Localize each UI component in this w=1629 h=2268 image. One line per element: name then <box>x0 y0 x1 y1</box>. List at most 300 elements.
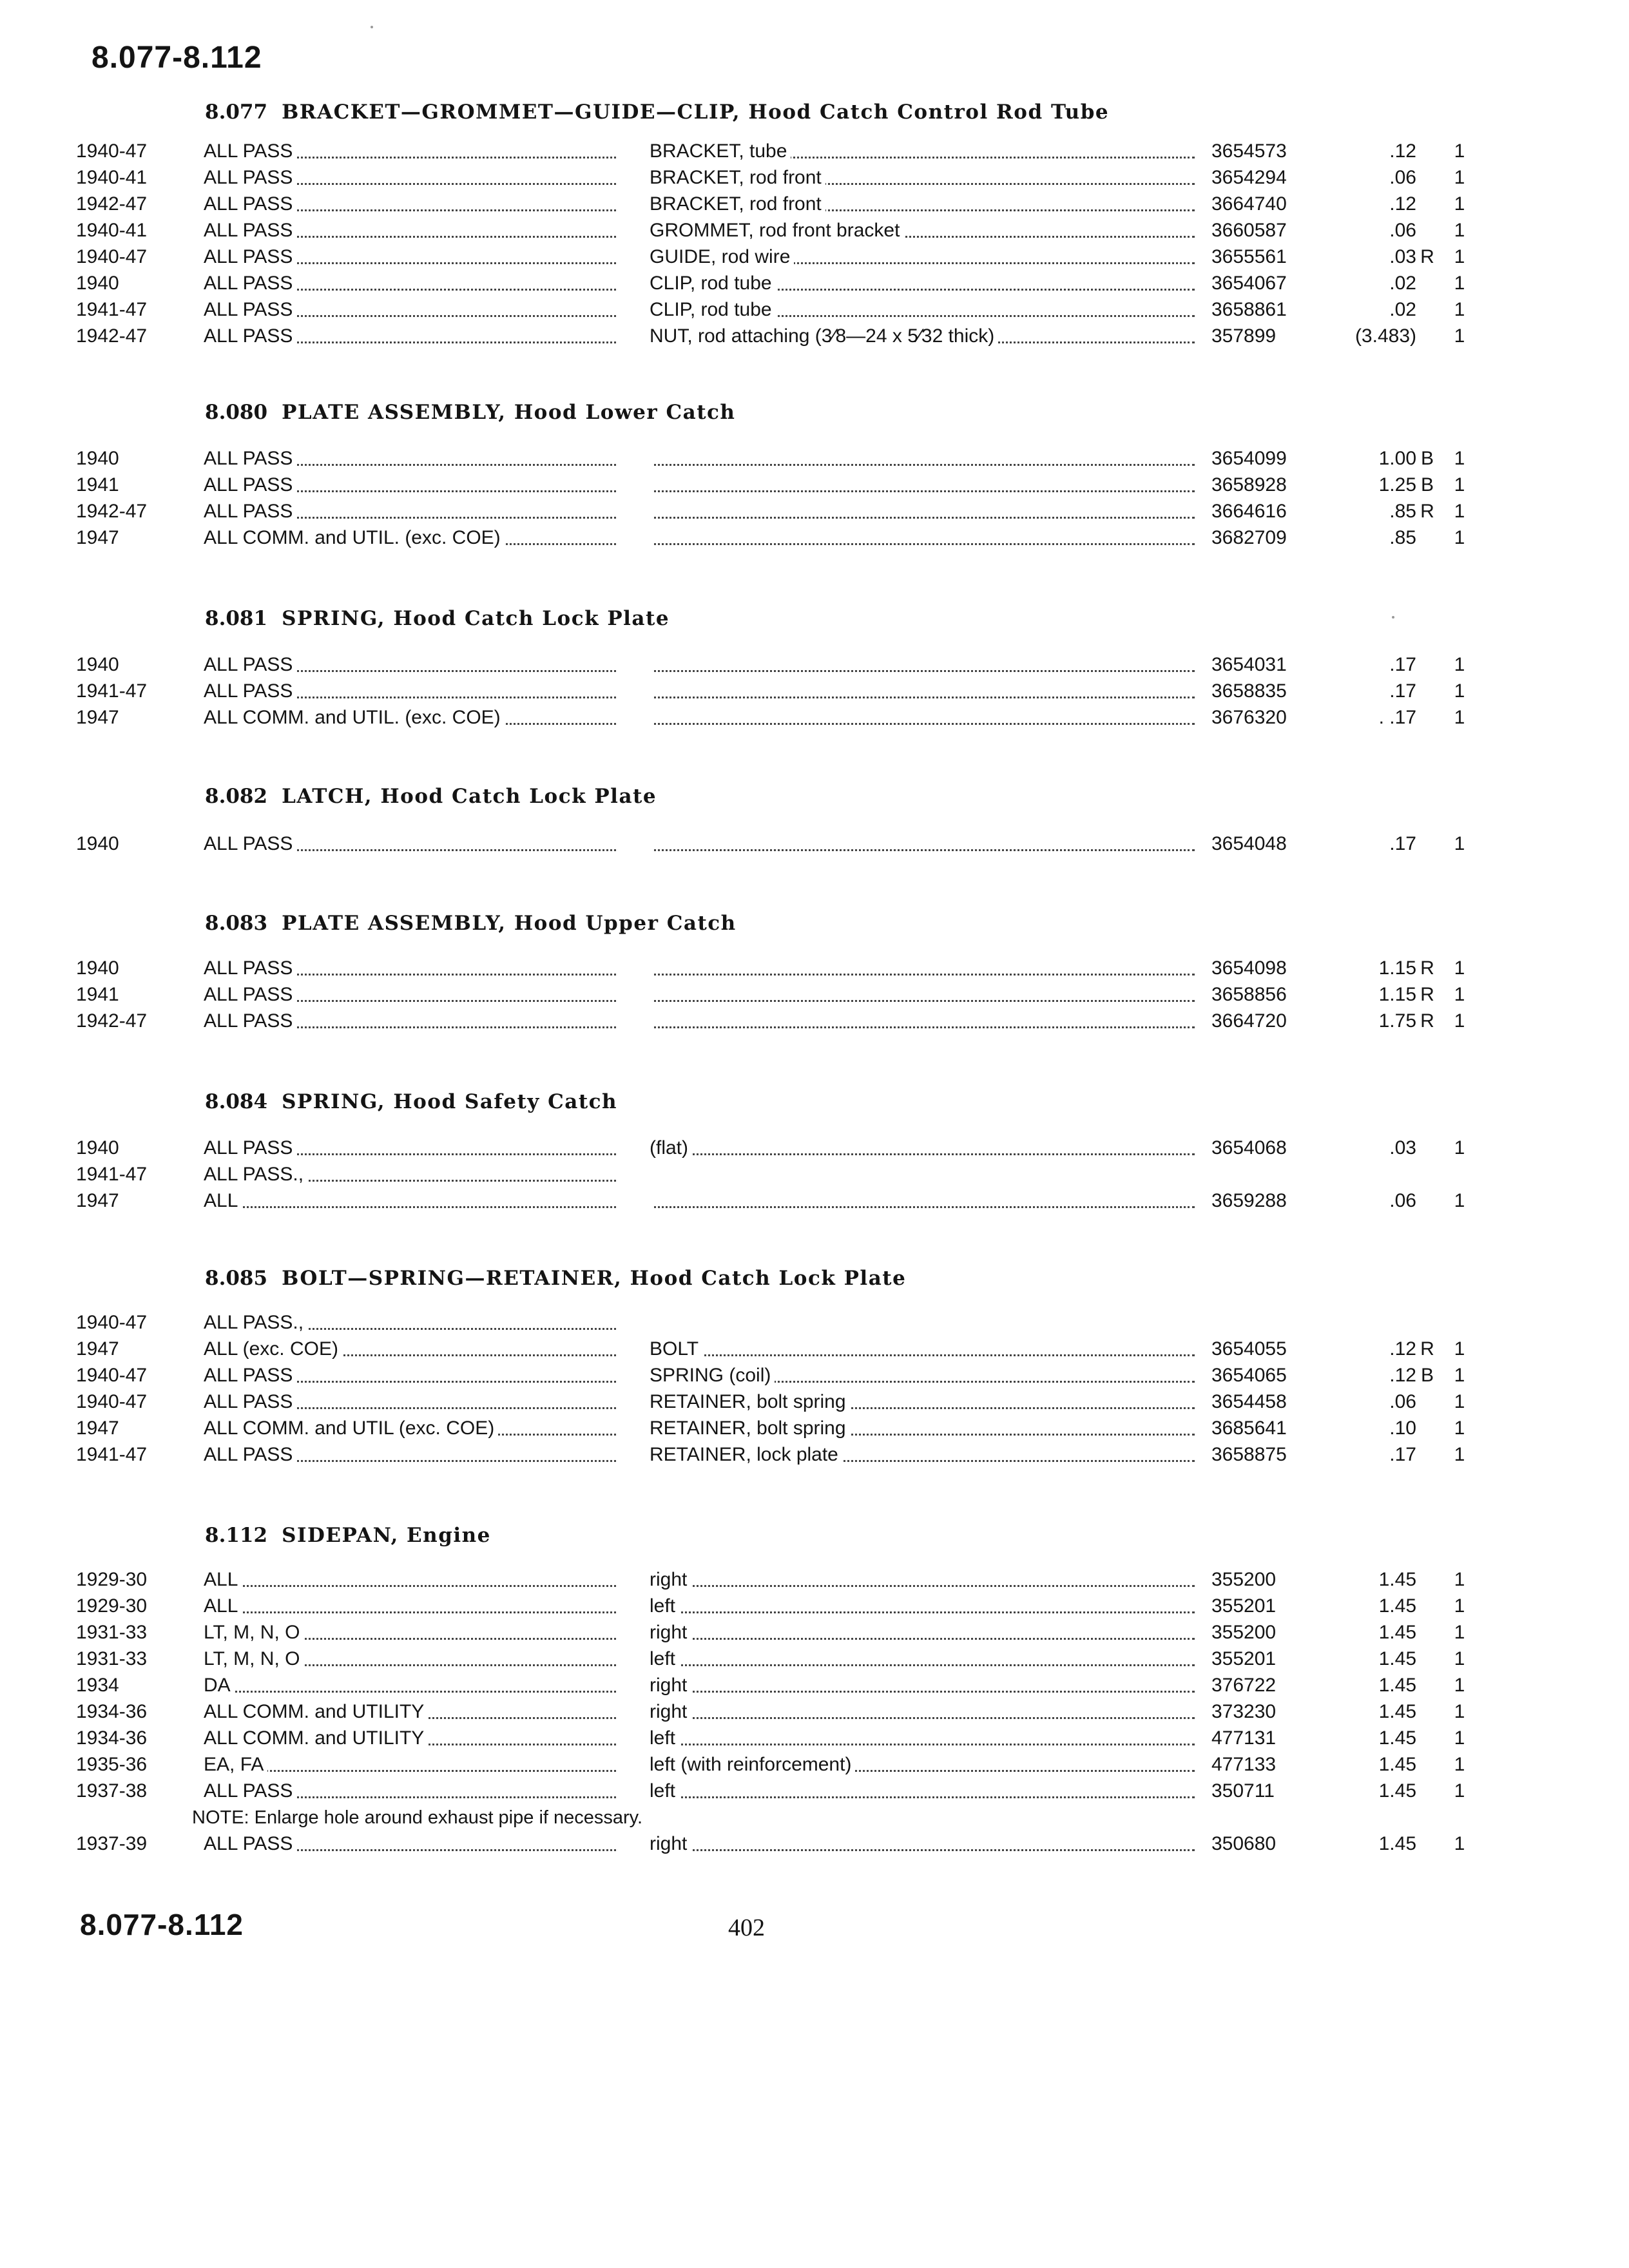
catalog-row <box>76 1008 1465 1034</box>
application-text: ALL PASS <box>204 299 296 320</box>
application-text: ALL <box>204 1190 242 1211</box>
part-description-text <box>650 680 653 702</box>
quantity: 1 <box>1454 1190 1465 1211</box>
application-text: ALL PASS <box>204 220 296 241</box>
catalog-row <box>76 525 1465 551</box>
list-price: 1.45 <box>1378 1754 1416 1775</box>
application <box>204 831 616 857</box>
list-price: .12 <box>1389 1338 1416 1360</box>
price-code <box>1418 705 1437 731</box>
quantity: 1 <box>1454 707 1465 728</box>
application-text: LT, M, N, O <box>204 1648 304 1669</box>
model-year: 1934 <box>76 1675 119 1696</box>
price-code <box>1418 271 1437 296</box>
model-year: 1947 <box>76 527 119 548</box>
part-description-text: RETAINER, bolt spring <box>650 1418 850 1439</box>
application-text: ALL PASS <box>204 325 296 347</box>
model-year: 1942-47 <box>76 193 148 215</box>
list-price: .06 <box>1389 220 1416 241</box>
quantity: 1 <box>1454 1010 1465 1032</box>
catalog-row <box>76 1646 1465 1672</box>
quantity <box>1450 1162 1469 1187</box>
part-number: 3658835 <box>1211 680 1287 702</box>
quantity: 1 <box>1454 167 1465 188</box>
catalog-row <box>76 165 1465 191</box>
price-code <box>1418 1831 1437 1857</box>
application <box>204 1620 616 1646</box>
part-description-text: right <box>650 1833 691 1854</box>
price-code <box>1418 1699 1437 1725</box>
model-year: 1940-47 <box>76 1312 148 1333</box>
page-number: 402 <box>728 1914 765 1941</box>
section-title: SPRING, Hood Catch Lock Plate <box>282 607 670 630</box>
part-description-text: RETAINER, bolt spring <box>650 1391 850 1412</box>
part-number: 477133 <box>1211 1754 1277 1775</box>
part-description-text: BRACKET, rod front <box>650 167 825 188</box>
part-description <box>650 1336 1195 1362</box>
price-code <box>1418 1416 1437 1441</box>
catalog-row <box>76 472 1465 498</box>
application-text: ALL PASS <box>204 1444 296 1465</box>
part-description <box>650 1416 1195 1441</box>
price-code <box>1418 1620 1437 1646</box>
quantity: 1 <box>1454 448 1465 469</box>
part-number: 3654294 <box>1211 167 1287 188</box>
price-code: R <box>1420 1338 1434 1360</box>
part-description <box>650 191 1195 217</box>
part-number: 3658861 <box>1211 299 1287 320</box>
quantity: 1 <box>1454 654 1465 675</box>
part-description <box>650 165 1195 191</box>
part-description-text: left <box>650 1780 679 1802</box>
price-code <box>1418 1162 1437 1187</box>
section-code: 8.112 <box>205 1524 268 1547</box>
application <box>204 1752 616 1778</box>
part-description-text <box>650 654 653 675</box>
price-code: R <box>1420 1010 1434 1032</box>
scan-speck <box>1392 616 1394 619</box>
part-number: 477131 <box>1211 1727 1277 1749</box>
part-description-text <box>650 833 653 854</box>
list-price: .03 <box>1389 246 1416 267</box>
application <box>204 446 616 472</box>
list-price: .12 <box>1389 1365 1416 1386</box>
list-price: .03 <box>1389 1137 1416 1158</box>
part-description-text: NUT, rod attaching (3⁄8—24 x 5⁄32 thick) <box>650 325 998 347</box>
part-number: 3659288 <box>1211 1190 1287 1211</box>
application-text: ALL PASS <box>204 501 296 522</box>
part-description-text: right <box>650 1569 691 1590</box>
catalog-row <box>76 244 1465 270</box>
part-number: 3685641 <box>1211 1418 1287 1439</box>
part-number: 355201 <box>1211 1595 1277 1617</box>
price-code <box>1418 297 1437 323</box>
part-description-text: SPRING (coil) <box>650 1365 775 1386</box>
catalog-row <box>76 831 1465 857</box>
model-year: 1940 <box>76 273 119 294</box>
part-number: 3664740 <box>1211 193 1287 215</box>
section-heading <box>205 1267 906 1290</box>
catalog-row <box>76 956 1465 981</box>
list-price: 1.25 <box>1378 474 1416 495</box>
catalog-row <box>76 191 1465 217</box>
quantity: 1 <box>1454 1648 1465 1669</box>
list-price: .12 <box>1389 140 1416 162</box>
application <box>204 472 616 498</box>
quantity <box>1450 1310 1469 1336</box>
part-number: 3654458 <box>1211 1391 1287 1412</box>
section-title: BRACKET—GROMMET—GUIDE—CLIP, Hood Catch Control Rod Tube <box>282 101 1110 124</box>
part-description <box>650 982 1195 1008</box>
part-number: 3658856 <box>1211 984 1287 1005</box>
list-price: .17 <box>1389 654 1416 675</box>
part-number: 3654573 <box>1211 140 1287 162</box>
application-text: ALL PASS <box>204 1010 296 1032</box>
application-text: ALL PASS <box>204 957 296 979</box>
model-year: 1940-47 <box>76 140 148 162</box>
price-code: R <box>1420 957 1434 979</box>
application-text: ALL COMM. and UTILITY <box>204 1727 428 1749</box>
list-price: .06 <box>1389 1190 1416 1211</box>
application-text: ALL PASS <box>204 167 296 188</box>
part-number: 373230 <box>1211 1701 1277 1722</box>
page-header-range: 8.077-8.112 <box>92 41 262 75</box>
part-description <box>650 1778 1195 1804</box>
application-text: ALL PASS <box>204 193 296 215</box>
part-description <box>650 1363 1195 1389</box>
part-description <box>650 1310 1195 1336</box>
application <box>204 1442 616 1468</box>
price-code <box>1418 1778 1437 1804</box>
part-description <box>650 218 1195 244</box>
price-code <box>1418 1310 1437 1336</box>
model-year: 1941-47 <box>76 299 148 320</box>
catalog-row <box>76 1699 1465 1725</box>
application <box>204 323 616 349</box>
section-title: BOLT—SPRING—RETAINER, Hood Catch Lock Plate <box>282 1267 907 1290</box>
part-description <box>650 1008 1195 1034</box>
application <box>204 1778 616 1804</box>
quantity: 1 <box>1454 474 1465 495</box>
list-price: .10 <box>1389 1418 1416 1439</box>
list-price: 1.00 <box>1378 448 1416 469</box>
application-text: ALL (exc. COE) <box>204 1338 342 1360</box>
application-text: ALL PASS <box>204 1780 296 1802</box>
quantity: 1 <box>1454 193 1465 215</box>
application-text: ALL COMM. and UTIL (exc. COE) <box>204 1418 498 1439</box>
application <box>204 191 616 217</box>
catalog-row <box>76 139 1465 164</box>
catalog-row <box>76 1778 1465 1804</box>
price-code: R <box>1420 501 1434 522</box>
quantity: 1 <box>1454 1595 1465 1617</box>
catalog-row <box>76 678 1465 704</box>
part-number: 3655561 <box>1211 246 1287 267</box>
price-code <box>1418 678 1437 704</box>
part-description <box>650 1646 1195 1672</box>
part-number: 3660587 <box>1211 220 1287 241</box>
catalog-row <box>76 499 1465 524</box>
model-year: 1940-47 <box>76 246 148 267</box>
part-number: 3654065 <box>1211 1365 1287 1386</box>
model-year: 1941-47 <box>76 1444 148 1465</box>
application <box>204 678 616 704</box>
part-description-text: BRACKET, rod front <box>650 193 825 215</box>
application-text: ALL PASS <box>204 246 296 267</box>
price-code: R <box>1420 246 1434 267</box>
part-description-text: left <box>650 1648 679 1669</box>
section-heading <box>205 101 1109 124</box>
part-description-text <box>650 448 653 469</box>
catalog-row <box>76 652 1465 678</box>
catalog-row <box>76 1363 1465 1389</box>
application <box>204 1363 616 1389</box>
application <box>204 499 616 524</box>
part-description <box>650 652 1195 678</box>
list-price: 1.75 <box>1378 1010 1416 1032</box>
list-price: 1.45 <box>1378 1727 1416 1749</box>
price-code <box>1418 1567 1437 1593</box>
application <box>204 1416 616 1441</box>
part-description <box>650 1567 1195 1593</box>
part-description-text <box>650 984 653 1005</box>
price-code: B <box>1420 1365 1434 1386</box>
application-text: ALL PASS <box>204 984 296 1005</box>
part-number: 3658928 <box>1211 474 1287 495</box>
price-code <box>1418 1135 1437 1161</box>
quantity: 1 <box>1454 220 1465 241</box>
part-description <box>650 446 1195 472</box>
application-text: ALL PASS., <box>204 1312 307 1333</box>
part-description <box>650 831 1195 857</box>
catalog-row <box>76 1752 1465 1778</box>
catalog-row <box>76 1831 1465 1857</box>
section-title: PLATE ASSEMBLY, Hood Lower Catch <box>282 401 736 424</box>
list-price: 1.45 <box>1378 1675 1416 1696</box>
quantity: 1 <box>1454 299 1465 320</box>
model-year: 1947 <box>76 1418 119 1439</box>
scan-speck <box>371 26 373 28</box>
application <box>204 1310 616 1336</box>
application <box>204 1567 616 1593</box>
application <box>204 1831 616 1857</box>
catalog-row <box>76 1620 1465 1646</box>
application <box>204 1699 616 1725</box>
part-description-text: GROMMET, rod front bracket <box>650 220 903 241</box>
price-code <box>1418 1442 1437 1468</box>
list-price: .02 <box>1389 299 1416 320</box>
catalog-row <box>76 1389 1465 1415</box>
catalog-row <box>76 705 1465 731</box>
part-description <box>650 1620 1195 1646</box>
model-year: 1941 <box>76 984 119 1005</box>
application-text: ALL PASS <box>204 1365 296 1386</box>
price-code <box>1418 1188 1437 1214</box>
part-number: 3682709 <box>1211 527 1287 548</box>
quantity: 1 <box>1454 1338 1465 1360</box>
part-number: 355200 <box>1211 1569 1277 1590</box>
part-number: 3654099 <box>1211 448 1287 469</box>
part-description <box>650 1162 1195 1187</box>
model-year: 1937-38 <box>76 1780 148 1802</box>
quantity: 1 <box>1454 1391 1465 1412</box>
application <box>204 956 616 981</box>
application-text: ALL PASS <box>204 680 296 702</box>
part-number: 3654048 <box>1211 833 1287 854</box>
quantity: 1 <box>1454 1754 1465 1775</box>
application <box>204 1135 616 1161</box>
page-footer-range: 8.077-8.112 <box>80 1908 244 1941</box>
application <box>204 218 616 244</box>
price-code <box>1418 652 1437 678</box>
part-number: 3654098 <box>1211 957 1287 979</box>
price-code <box>1418 218 1437 244</box>
section-heading <box>205 1524 491 1547</box>
list-price: 1.45 <box>1378 1648 1416 1669</box>
list-price: 1.15 <box>1378 984 1416 1005</box>
list-price: .02 <box>1389 273 1416 294</box>
part-description <box>650 678 1195 704</box>
section-title: SPRING, Hood Safety Catch <box>282 1090 618 1113</box>
catalog-row <box>76 271 1465 296</box>
application <box>204 1725 616 1751</box>
application-text: ALL PASS <box>204 448 296 469</box>
model-year: 1941-47 <box>76 680 148 702</box>
part-description-text: GUIDE, rod wire <box>650 246 794 267</box>
quantity: 1 <box>1454 325 1465 347</box>
section-code: 8.085 <box>205 1267 268 1290</box>
list-price: .17 <box>1389 1444 1416 1465</box>
model-year: 1931-33 <box>76 1622 148 1643</box>
application-text: ALL COMM. and UTILITY <box>204 1701 428 1722</box>
part-number: 3664616 <box>1211 501 1287 522</box>
price-code: B <box>1420 448 1434 469</box>
application <box>204 271 616 296</box>
part-number: 3654031 <box>1211 654 1287 675</box>
quantity: 1 <box>1454 1675 1465 1696</box>
catalog-row <box>76 446 1465 472</box>
model-year: 1947 <box>76 1338 119 1360</box>
model-year: 1934-36 <box>76 1727 148 1749</box>
list-price: .85 <box>1389 501 1416 522</box>
catalog-row <box>76 1567 1465 1593</box>
model-year: 1942-47 <box>76 1010 148 1032</box>
section-code: 8.081 <box>205 607 268 630</box>
part-description-text <box>650 1190 653 1211</box>
catalog-row <box>76 323 1465 349</box>
section-code: 8.077 <box>205 101 268 124</box>
catalog-row <box>76 1336 1465 1362</box>
catalog-row <box>76 1593 1465 1619</box>
section-heading <box>205 785 657 808</box>
part-number: 355201 <box>1211 1648 1277 1669</box>
list-price: .85 <box>1389 527 1416 548</box>
part-description-text: BOLT <box>650 1338 702 1360</box>
application <box>204 1389 616 1415</box>
quantity: 1 <box>1454 501 1465 522</box>
part-description-text <box>650 1010 653 1032</box>
application <box>204 1646 616 1672</box>
price-code <box>1418 165 1437 191</box>
part-description <box>650 1725 1195 1751</box>
part-description-text: right <box>650 1675 691 1696</box>
part-description <box>650 297 1195 323</box>
part-description-text <box>650 527 653 548</box>
model-year: 1929-30 <box>76 1595 148 1617</box>
model-year: 1935-36 <box>76 1754 148 1775</box>
application <box>204 139 616 164</box>
model-year: 1942-47 <box>76 325 148 347</box>
part-description-text: left <box>650 1727 679 1749</box>
model-year: 1929-30 <box>76 1569 148 1590</box>
catalog-row <box>76 218 1465 244</box>
part-description <box>650 499 1195 524</box>
catalog-row <box>76 1310 1442 1336</box>
list-price: .17 <box>1389 833 1416 854</box>
application-text: ALL PASS., <box>204 1164 307 1185</box>
catalog-row <box>76 1673 1465 1698</box>
application-text: ALL <box>204 1569 242 1590</box>
section-code: 8.083 <box>205 912 268 935</box>
part-number: 350680 <box>1211 1833 1277 1854</box>
part-description <box>650 956 1195 981</box>
application <box>204 1008 616 1034</box>
price-code: B <box>1420 474 1434 495</box>
part-description-text: left (with reinforcement) <box>650 1754 855 1775</box>
catalog-row <box>76 297 1465 323</box>
part-number: 350711 <box>1211 1780 1275 1802</box>
model-year: 1934-36 <box>76 1701 148 1722</box>
list-price: .06 <box>1389 1391 1416 1412</box>
part-description <box>650 1389 1195 1415</box>
application-text: ALL PASS <box>204 654 296 675</box>
part-description <box>650 525 1195 551</box>
list-price: 1.45 <box>1378 1622 1416 1643</box>
application <box>204 652 616 678</box>
section-heading <box>205 1090 617 1113</box>
section-code: 8.080 <box>205 401 268 424</box>
list-price: 1.45 <box>1378 1780 1416 1802</box>
part-description <box>650 705 1195 731</box>
part-description-text: right <box>650 1701 691 1722</box>
application-text: ALL PASS <box>204 1137 296 1158</box>
model-year: 1942-47 <box>76 501 148 522</box>
application-text: ALL PASS <box>204 1391 296 1412</box>
quantity: 1 <box>1454 1137 1465 1158</box>
part-description <box>650 244 1195 270</box>
quantity: 1 <box>1454 246 1465 267</box>
application <box>204 244 616 270</box>
application <box>204 1593 616 1619</box>
price-code <box>1418 323 1437 349</box>
part-description <box>650 271 1195 296</box>
list-price: .17 <box>1389 680 1416 702</box>
application <box>204 297 616 323</box>
part-number: 3676320 <box>1211 707 1287 728</box>
catalog-row <box>76 1725 1465 1751</box>
part-description <box>650 1752 1195 1778</box>
model-year: 1940-47 <box>76 1365 148 1386</box>
part-number: 3664720 <box>1211 1010 1287 1032</box>
part-description <box>650 1673 1195 1698</box>
price-code <box>1418 1646 1437 1672</box>
model-year: 1931-33 <box>76 1648 148 1669</box>
model-year: 1941 <box>76 474 119 495</box>
price-code <box>1418 831 1437 857</box>
list-price <box>1287 1162 1416 1187</box>
model-year: 1947 <box>76 707 119 728</box>
catalog-row <box>76 1442 1465 1468</box>
